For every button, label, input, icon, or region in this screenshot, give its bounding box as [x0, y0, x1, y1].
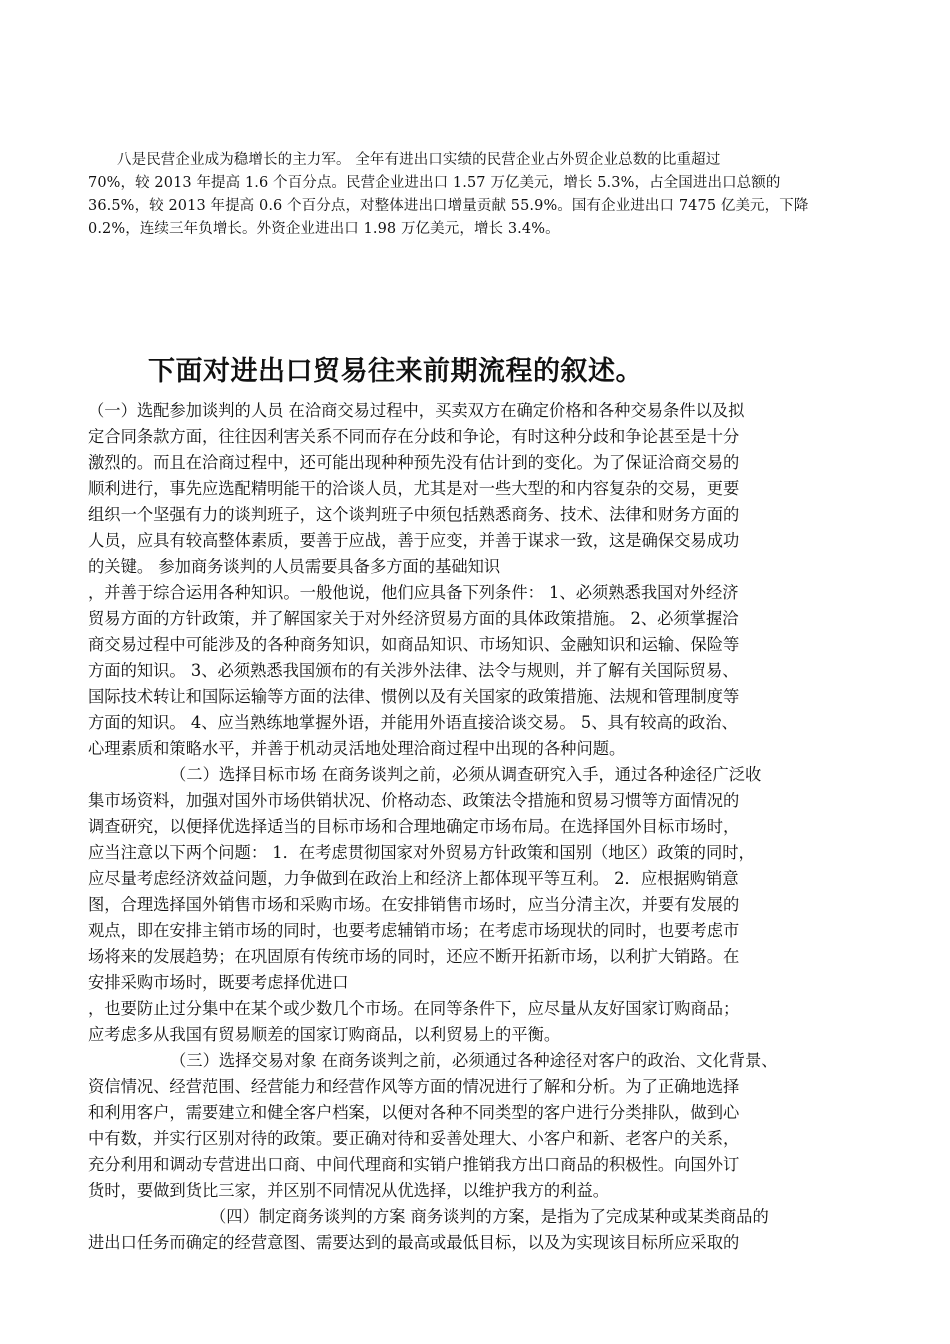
paragraph-line: （一）选配参加谈判的人员 在洽商交易过程中，买卖双方在确定价格和各种交易条件以及拟 [88, 401, 745, 420]
paragraph-line: 激烈的。而且在洽商过程中，还可能出现种种预先没有估计到的变化。为了保证洽商交易的 [88, 453, 740, 472]
paragraph-line: 国际技术转让和国际运输等方面的法律、惯例以及有关国家的政策措施、法规和管理制度等 [88, 687, 740, 706]
paragraph-line: 贸易方面的方针政策，并了解国家关于对外经济贸易方面的具体政策措施。 2、必须掌握洽 [88, 609, 739, 628]
paragraph-line: 应尽量考虑经济效益问题，力争做到在政治上和经济上都体现平等互利。 2．应根据购销意 [88, 869, 739, 888]
paragraph-line: 集市场资料，加强对国外市场供销状况、价格动态、政策法令措施和贸易习惯等方面情况的 [88, 791, 740, 810]
intro-paragraph [88, 149, 878, 241]
paragraph-line: （三）选择交易对象 在商务谈判之前，必须通过各种途径对客户的政治、文化背景、 [170, 1051, 778, 1070]
paragraph-line: 组织一个坚强有力的谈判班子，这个谈判班子中须包括熟悉商务、技术、法律和财务方面的 [88, 505, 740, 524]
paragraph-line: 场将来的发展趋势；在巩固原有传统市场的同时，还应不断开拓新市场，以利扩大销路。在 [88, 947, 740, 966]
paragraph-line: 资信情况、经营范围、经营能力和经营作风等方面的情况进行了解和分析。为了正确地选择 [88, 1077, 740, 1096]
paragraph-line: 安排采购市场时，既要考虑择优进口 [88, 973, 349, 992]
paragraph-line: 观点，即在安排主销市场的同时，也要考虑辅销市场；在考虑市场现状的同时，也要考虑市 [88, 921, 740, 940]
paragraph-line: ，并善于综合运用各种知识。一般他说，他们应具备下列条件： 1、必须熟悉我国对外经济 [88, 583, 739, 602]
paragraph-line: 充分利用和调动专营进出口商、中间代理商和实销户推销我方出口商品的积极性。向国外订 [88, 1155, 740, 1174]
paragraph-line: 调查研究，以便择优选择适当的目标市场和合理地确定市场布局。在选择国外目标市场时， [88, 817, 740, 836]
paragraph-line: 方面的知识。 3、必须熟悉我国颁布的有关涉外法律、法令与规则，并了解有关国际贸易、 [88, 661, 739, 680]
paragraph-line: 进出口任务而确定的经营意图、需要达到的最高或最低目标，以及为实现该目标所应采取的 [88, 1233, 740, 1252]
paragraph-line: 应当注意以下两个问题： 1．在考虑贯彻国家对外贸易方针政策和国别（地区）政策的同时， [88, 843, 755, 862]
paragraph-line: 70%，较 2013 年提高 1.6 个百分点。民营企业进出口 1.57 万亿美元，增长 5.3%，占全国进出口总额的 [88, 175, 781, 191]
paragraph-line: 八是民营企业成为稳增长的主力军。 全年有进出口实绩的民营企业占外贸企业总数的比重超过 [117, 152, 721, 168]
paragraph-line: 0.2%，连续三年负增长。外资企业进出口 1.98 万亿美元，增长 3.4%。 [88, 221, 560, 237]
paragraph-line: 顺利进行，事先应选配精明能干的洽谈人员，尤其是对一些大型的和内容复杂的交易，更要 [88, 479, 740, 498]
paragraph-line: （四）制定商务谈判的方案 商务谈判的方案，是指为了完成某种或某类商品的 [210, 1207, 769, 1226]
paragraph-line: 应考虑多从我国有贸易顺差的国家订购商品，以利贸易上的平衡。 [88, 1025, 561, 1044]
paragraph-line: 货时，要做到货比三家，并区别不同情况从优选择，以维护我方的利益。 [88, 1181, 610, 1200]
paragraph-line: （二）选择目标市场 在商务谈判之前，必须从调查研究入手，通过各种途径广泛收 [170, 765, 762, 784]
paragraph-line: 人员，应具有较高整体素质，要善于应战，善于应变，并善于谋求一致，这是确保交易成功 [88, 531, 740, 550]
section-heading: 下面对进出口贸易往来前期流程的叙述。 [148, 356, 643, 387]
paragraph-line: 方面的知识。 4、应当熟练地掌握外语，并能用外语直接洽谈交易。 5、具有较高的政治、 [88, 713, 738, 732]
paragraph-line: 36.5%，较 2013 年提高 0.6 个百分点，对整体进出口增量贡献 55.9%。国有企业进出口 7475 亿美元，下降 [88, 198, 809, 214]
body-paragraphs [88, 398, 878, 1256]
paragraph-line: 商交易过程中可能涉及的各种商务知识，如商品知识、市场知识、金融知识和运输、保险等 [88, 635, 740, 654]
paragraph-line: 中有数，并实行区别对待的政策。要正确对待和妥善处理大、小客户和新、老客户的关系， [88, 1129, 740, 1148]
paragraph-line: 的关键。 参加商务谈判的人员需要具备多方面的基础知识 [88, 557, 501, 576]
paragraph-line: 定合同条款方面，往往因利害关系不同而存在分歧和争论，有时这种分歧和争论甚至是十分 [88, 427, 740, 446]
paragraph-line: ，也要防止过分集中在某个或少数几个市场。在同等条件下，应尽量从友好国家订购商品； [88, 999, 740, 1018]
paragraph-line: 图，合理选择国外销售市场和采购市场。在安排销售市场时，应当分清主次，并要有发展的 [88, 895, 740, 914]
paragraph-line: 心理素质和策略水平，并善于机动灵活地处理洽商过程中出现的各种问题。 [88, 739, 626, 758]
paragraph-line: 和利用客户，需要建立和健全客户档案，以便对各种不同类型的客户进行分类排队，做到心 [88, 1103, 740, 1122]
